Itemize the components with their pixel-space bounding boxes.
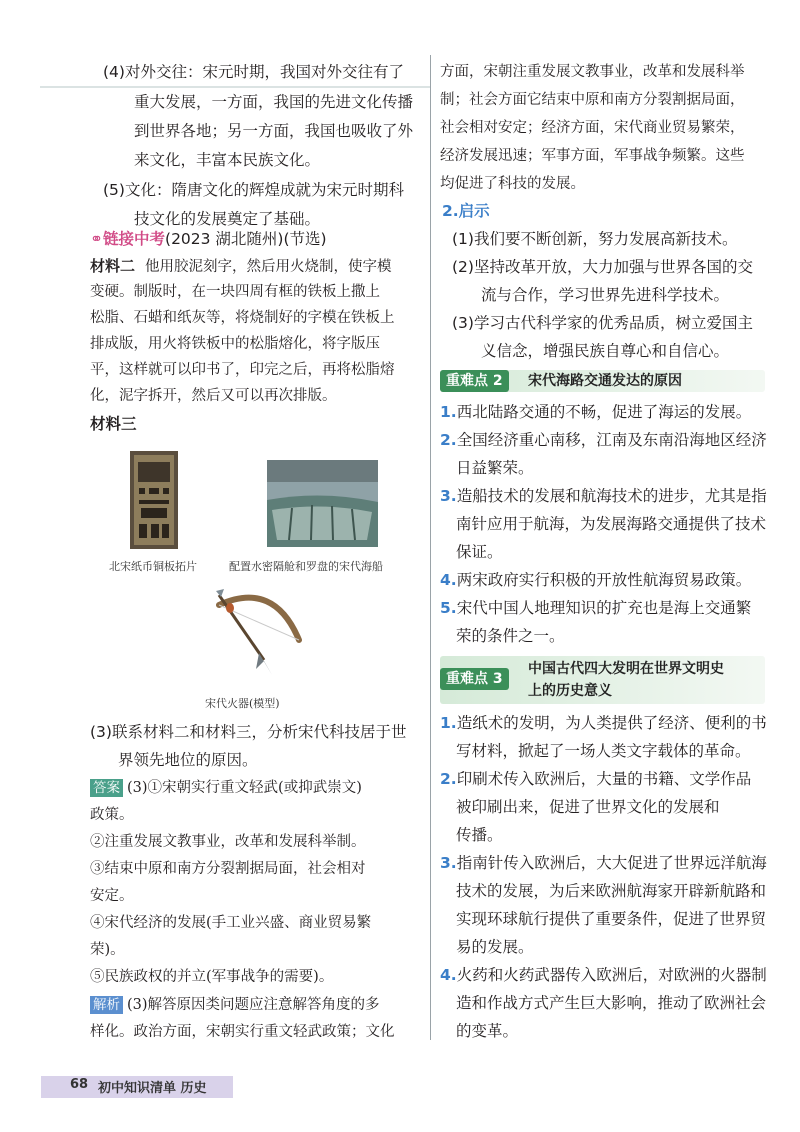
para5-line2: 技文化的发展奠定了基础。	[134, 210, 321, 228]
cont-line2: 制；社会方面它结束中原和南方分裂割据局面，	[440, 92, 745, 108]
section3-title-line1: 中国古代四大发明在世界文明史	[528, 661, 724, 677]
song-ship-image	[267, 460, 378, 547]
answer-line1	[90, 774, 362, 803]
section2-title: 宋代海路交通发达的原因	[528, 373, 682, 389]
item-text: 全国经济重心南移，江南及东南沿海地区经济	[456, 431, 767, 449]
qishi-line5: 义信念，增强民族自尊心和自信心。	[481, 342, 730, 360]
answer-line6: ④宋代经济的发展(手工业兴盛、商业贸易繁	[90, 915, 372, 931]
item-text: 造船技术的发展和航海技术的进步，尤其是指	[456, 487, 767, 505]
cont-line1: 方面，宋朝注重发展文教事业，改革和发展科举	[440, 64, 745, 80]
item-number: 4.	[440, 571, 457, 589]
list-item-cont: 实现环球航行提供了重要条件，促进了世界贸	[456, 910, 767, 928]
list-item	[440, 482, 767, 511]
material2-line6: 化，泥字拆开，然后又可以再次排版。	[90, 388, 337, 404]
answer-line4: ③结束中原和南方分裂割据局面，社会相对	[90, 861, 366, 877]
list-item	[440, 765, 751, 794]
list-item-cont: 保证。	[456, 543, 503, 561]
material2-line2: 变硬。制版时，在一块四周有框的铁板上撒上	[90, 284, 380, 300]
qishi-line2: (2)坚持改革开放，大力加强与世界各国的交	[452, 258, 753, 276]
caption-ship: 配置水密隔舱和罗盘的宋代海船	[229, 560, 383, 573]
list-item	[440, 961, 767, 990]
item-number: 3.	[440, 854, 457, 872]
item-number: 1.	[440, 714, 457, 732]
list-item-cont: 的变革。	[456, 1022, 519, 1040]
qishi-line3: 流与合作，学习世界先进科学技术。	[481, 286, 730, 304]
item-number: 4.	[440, 966, 457, 984]
answer-line7: 荣)。	[90, 942, 125, 958]
material3-label: 材料三	[90, 415, 137, 433]
caption-banknote: 北宋纸币铜板拓片	[109, 560, 197, 573]
list-item-cont: 南针应用于航海，为发展海路交通提供了技术	[456, 515, 767, 533]
answer-text: (3)①宋朝实行重文轻武(或抑武崇文)	[127, 780, 362, 796]
list-item	[440, 849, 767, 878]
para4-line2: 重大发展，一方面，我国的先进文化传播	[134, 93, 414, 111]
list-item-cont: 易的发展。	[456, 938, 534, 956]
page-number: 68	[70, 1077, 89, 1092]
list-item	[440, 398, 751, 427]
answer-line5: 安定。	[90, 888, 134, 904]
item-text: 印刷术传入欧洲后，大量的书籍、文学作品	[456, 770, 752, 788]
cont-line5: 均促进了科技的发展。	[440, 176, 585, 192]
list-item	[440, 426, 767, 455]
material2-text: 他用胶泥刻字，然后用火烧制，使字模	[145, 259, 392, 275]
caption-crossbow: 宋代火器(模型)	[205, 697, 280, 710]
book-title: 初中知识清单 历史	[98, 1081, 207, 1096]
analysis-line1	[90, 991, 380, 1020]
material2-label: 材料二	[90, 257, 136, 275]
section3-header	[440, 656, 765, 704]
section2-header	[440, 370, 765, 392]
section2-badge: 重难点 2	[440, 370, 509, 392]
list-item	[440, 709, 767, 738]
item-number: 1.	[440, 403, 457, 421]
list-item-cont: 写材料，掀起了一场人类文字载体的革命。	[456, 742, 751, 760]
item-text: 两宋政府实行积极的开放性航海贸易政策。	[456, 571, 752, 589]
item-text: 造纸术的发明，为人类提供了经济、便利的书	[456, 714, 767, 732]
link-source: (2023 湖北随州)(节选)	[165, 230, 327, 248]
item-text: 宋代中国人地理知识的扩充也是海上交通繁	[456, 599, 752, 617]
material2-line5: 平，这样就可以印书了，印完之后，再将松脂熔	[90, 362, 395, 378]
banknote-plate-image	[129, 450, 179, 550]
list-item-cont: 造和作战方式产生巨大影响，推动了欧洲社会	[456, 994, 767, 1012]
para5-line1: (5)文化：隋唐文化的辉煌成就为宋元时期科	[103, 181, 404, 199]
list-item-cont: 荣的条件之一。	[456, 627, 565, 645]
material2-line4: 排成版，用火将铁板中的松脂熔化，将字版压	[90, 336, 380, 352]
question-line1: (3)联系材料二和材料三，分析宋代科技居于世	[90, 723, 407, 741]
item-number: 2.	[440, 431, 457, 449]
link-icon: ⚭	[90, 230, 103, 248]
material2-line3: 松脂、石蜡和纸灰等，将烧制好的字模在铁板上	[90, 310, 395, 326]
crossbow-model-image	[204, 585, 304, 680]
list-item	[440, 594, 751, 623]
analysis-text: (3)解答原因类问题应注意解答角度的多	[127, 997, 380, 1013]
qishi-line1: (1)我们要不断创新，努力发展高新技术。	[452, 230, 738, 248]
answer-tag: 答案	[90, 779, 123, 797]
para4-line4: 来文化，丰富本民族文化。	[134, 151, 321, 169]
list-item-cont: 日益繁荣。	[456, 459, 534, 477]
item-text: 火药和火药武器传入欧洲后，对欧洲的火器制	[456, 966, 767, 984]
answer-line3: ②注重发展文教事业，改革和发展科举制。	[90, 834, 366, 850]
section3-badge: 重难点 3	[440, 668, 509, 690]
answer-line2: 政策。	[90, 807, 134, 823]
para4-line1: (4)对外交往：宋元时期，我国对外交往有了	[103, 63, 404, 81]
answer-line8: ⑤民族政权的并立(军事战争的需要)。	[90, 969, 334, 985]
item-number: 2.	[440, 770, 457, 788]
cont-line3: 社会相对安定；经济方面，宋代商业贸易繁荣，	[440, 120, 745, 136]
analysis-tag: 解析	[90, 996, 123, 1014]
item-number: 5.	[440, 599, 457, 617]
list-item	[440, 566, 751, 595]
question-line2: 界领先地位的原因。	[118, 751, 258, 769]
link-label: 链接中考	[103, 230, 166, 248]
item-number: 3.	[440, 487, 457, 505]
item-text: 指南针传入欧洲后，大大促进了世界远洋航海	[456, 854, 767, 872]
item-text: 西北陆路交通的不畅，促进了海运的发展。	[456, 403, 752, 421]
column-divider	[430, 55, 431, 1040]
list-item-cont: 被印刷出来，促进了世界文化的发展和	[456, 798, 720, 816]
qishi-line4: (3)学习古代科学家的优秀品质，树立爱国主	[452, 314, 753, 332]
qishi-title: 2.启示	[442, 202, 490, 220]
section3-title-line2: 上的历史意义	[528, 683, 612, 699]
cont-line4: 经济发展迅速；军事方面，军事战争频繁。这些	[440, 148, 745, 164]
link-exam-heading	[90, 225, 327, 254]
para4-line3: 到世界各地；另一方面，我国也吸收了外	[134, 122, 414, 140]
list-item-cont: 传播。	[456, 826, 503, 844]
analysis-line2: 样化。政治方面，宋朝实行重文轻武政策；文化	[90, 1024, 395, 1040]
list-item-cont: 技术的发展，为后来欧洲航海家开辟新航路和	[456, 882, 767, 900]
